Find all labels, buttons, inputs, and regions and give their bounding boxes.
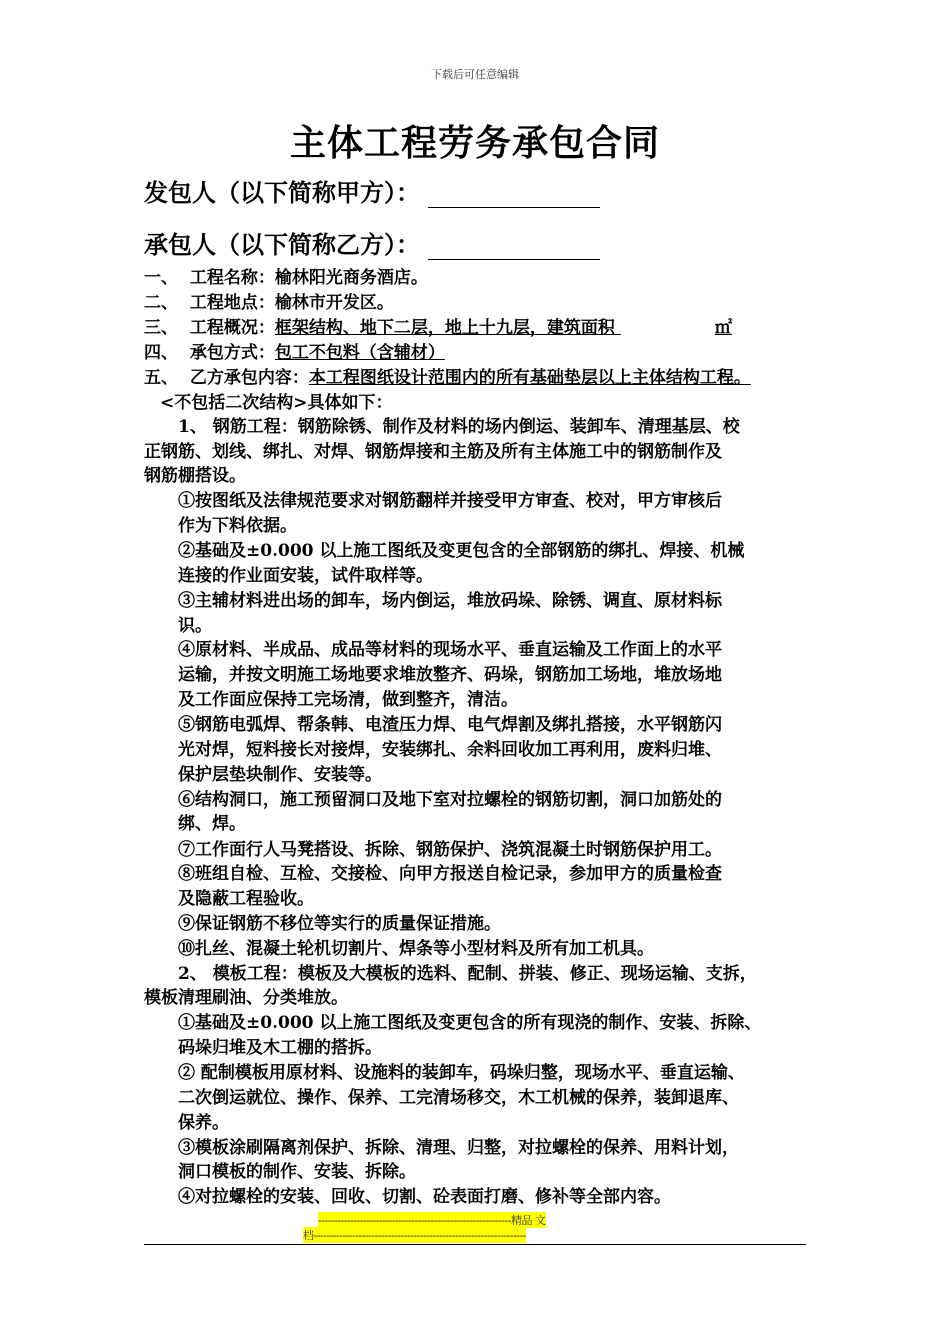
body-line: 模板清理刷油、分类堆放。 [144, 988, 348, 1008]
body-line: ①按图纸及法律规范要求对钢筋翻样并接受甲方审查、校对，甲方审核后 [178, 491, 722, 511]
body-line: ④对拉螺栓的安装、回收、切割、砼表面打磨、修补等全部内容。 [178, 1187, 671, 1207]
item-3-label: 工程概况： [189, 318, 275, 338]
area-blank [615, 316, 715, 341]
body-line: 识。 [178, 616, 212, 636]
party-a-blank [428, 181, 600, 208]
body-line: 光对焊，短料接长对接焊，安装绑扎、余料回收加工再利用，废料归堆、 [178, 740, 722, 760]
body-line: ⑧班组自检、互检、交接检、向甲方报送自检记录，参加甲方的质量检查 [178, 864, 722, 884]
item-2-label: 工程地点： [189, 293, 275, 313]
body-line: 及工作面应保持工完场清，做到整齐，清洁。 [178, 690, 518, 710]
body-line: ⑩扎丝、混凝土轮机切割片、焊条等小型材料及所有加工机具。 [178, 939, 654, 959]
body-line: 正钢筋、划线、绑扎、对焊、钢筋焊接和主筋及所有主体施工中的钢筋制作及 [144, 442, 722, 462]
body-line: ③模板涂刷隔离剂保护、拆除、清理、归整，对拉螺栓的保养、用料计划， [178, 1138, 739, 1158]
item-5-value: 本工程图纸设计范围内的所有基础垫层以上主体结构工程。 [308, 368, 751, 388]
item-4-num: 四、 [144, 343, 178, 363]
body-line: 连接的作业面安装，试件取样等。 [178, 566, 433, 586]
party-a-line [144, 173, 600, 208]
body-line: 绑、焊。 [178, 814, 246, 834]
item-3 [144, 316, 732, 341]
body-line: ②基础及±0.000 以上施工图纸及变更包含的全部钢筋的绑扎、焊接、机械 [178, 541, 745, 561]
body-line: 运输，并按文明施工场地要求堆放整齐、码垛，钢筋加工场地，堆放场地 [178, 665, 722, 685]
item-4-label: 承包方式： [189, 343, 275, 363]
item-1-label: 工程名称： [189, 268, 275, 288]
body-line: 码垛归堆及木工棚的搭拆。 [178, 1038, 382, 1058]
footer-watermark-line-1: ------------------------------------------------------------精品 文 [318, 1214, 546, 1227]
item-1 [144, 266, 428, 291]
body-line: ③主辅材料进出场的卸车，场内倒运，堆放码垛、除锈、调直、原材料标 [178, 591, 722, 611]
item-5-label: 乙方承包内容： [189, 368, 309, 388]
body-line: ④原材料、半成品、成品等材料的现场水平、垂直运输及工作面上的水平 [178, 640, 722, 660]
body-line: 及隐蔽工程验收。 [178, 889, 314, 909]
footer-watermark-line-2: 档------------------------------------------------------------------ [303, 1229, 526, 1242]
item-1-value: 榆林阳光商务酒店。 [274, 268, 428, 288]
item-1-num: 一、 [144, 268, 178, 288]
document-title: 主体工程劳务承包合同 [289, 122, 660, 164]
body-line: ⑤钢筋电弧焊、帮条韩、电渣压力焊、电气焊割及绑扎搭接，水平钢筋闪 [178, 715, 722, 735]
footer-rule [144, 1244, 806, 1245]
body-line: ①基础及±0.000 以上施工图纸及变更包含的所有现浇的制作、安装、拆除、 [178, 1013, 762, 1033]
item-2-num: 二、 [144, 293, 178, 313]
body-line: 作为下料依据。 [178, 516, 297, 536]
item-3-value: 框架结构、地下二层，地上十九层，建筑面积 [274, 318, 615, 338]
body-line: 二次倒运就位、操作、保养、工完清场移交，木工机械的保养，装卸退库、 [178, 1088, 739, 1108]
party-b-line [144, 225, 600, 260]
item-4 [144, 341, 445, 366]
item-5 [144, 366, 751, 391]
body-line: ⑦工作面行人马凳搭设、拆除、钢筋保护、浇筑混凝土时钢筋保护用工。 [178, 840, 722, 860]
item-5-line-2: <不包括二次结构>具体如下： [160, 393, 393, 413]
item-4-value: 包工不包料（含辅材） [274, 343, 445, 363]
item-5-num: 五、 [144, 368, 178, 388]
body-line: 保护层垫块制作、安装等。 [178, 765, 382, 785]
body-line: 1、 钢筋工程：钢筋除锈、制作及材料的场内倒运、装卸车、清理基层、校 [178, 417, 740, 437]
party-b-blank [428, 233, 600, 260]
body-line: ⑥结构洞口，施工预留洞口及地下室对拉螺栓的钢筋切割，洞口加筋处的 [178, 790, 722, 810]
body-line: ② 配制模板用原材料、设施料的装卸车，码垛归整，现场水平、垂直运输、 [178, 1063, 745, 1083]
body-line: 保养。 [178, 1113, 229, 1133]
item-3-unit: ㎡ [714, 318, 732, 338]
item-2 [144, 291, 394, 316]
party-a-label: 发包人（以下简称甲方）： [144, 178, 420, 207]
body-line: 2、 模板工程：模板及大模板的选料、配制、拼装、修正、现场运输、支拆， [178, 964, 757, 984]
body-line: ⑨保证钢筋不移位等实行的质量保证措施。 [178, 914, 501, 934]
body-line: 洞口模板的制作、安装、拆除。 [178, 1162, 416, 1182]
item-3-num: 三、 [144, 318, 178, 338]
header-note: 下载后可任意编辑 [431, 68, 519, 81]
body-line: 钢筋棚搭设。 [144, 466, 246, 486]
party-b-label: 承包人（以下简称乙方）： [144, 230, 420, 259]
item-2-value: 榆林市开发区。 [274, 293, 394, 313]
